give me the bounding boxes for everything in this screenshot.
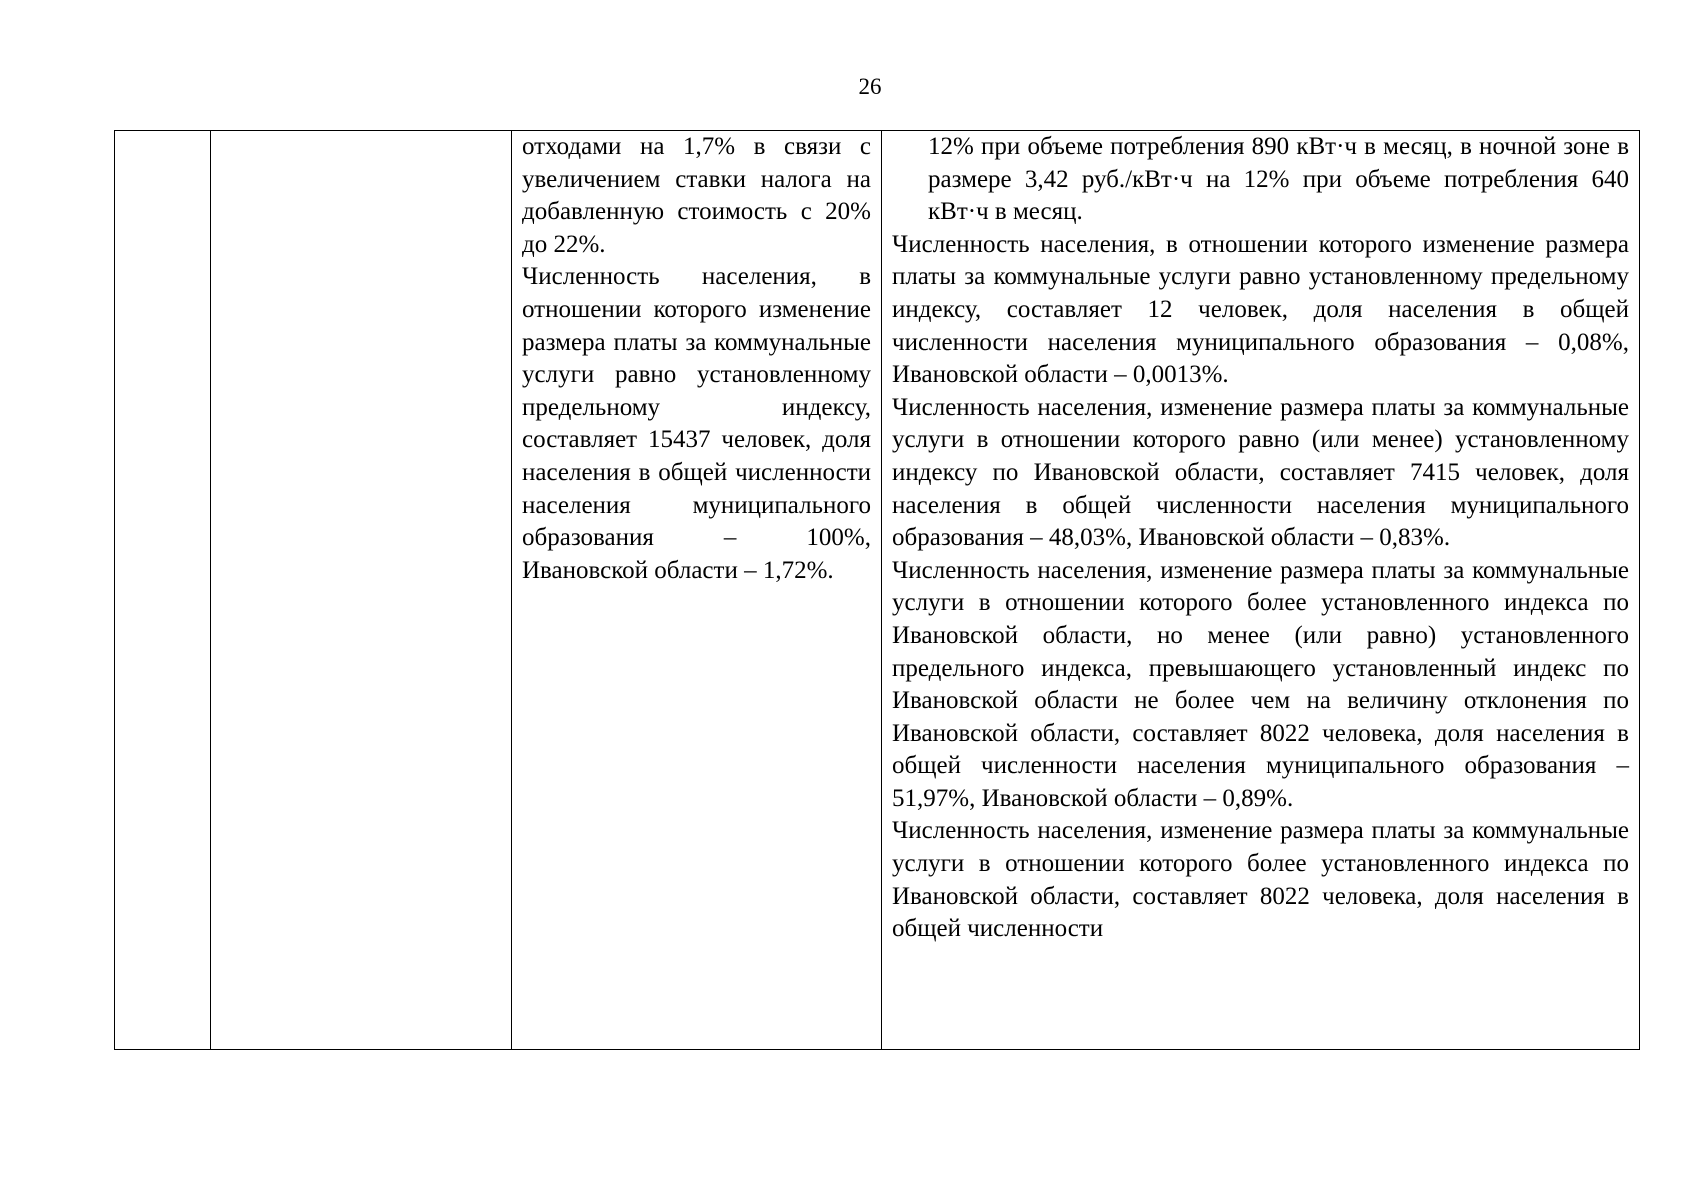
cell-paragraph: Численность населения, изменение размера платы за коммунальные услуги в отношении которого более установленного индекса по Ивановской области, но менее (или равно) установленного предельного индекса, превышающего установленный индекс по Ивановской области не более чем на величину отклонения по Ивановской области, составляет 8022 человека, доля населения в общей численности населения муниципального образования – 51,97%, Ивановской области – 0,89%. — [892, 556, 1629, 812]
cell-paragraph-continuation: 12% при объеме потребления 890 кВт·ч в месяц, в ночной зоне в размере 3,42 руб./кВт·ч на 12% при объеме потребления 640 кВт·ч в месяц. — [928, 133, 1629, 226]
cell-paragraph: Численность населения, в отношении которого изменение размера платы за коммунальные услуги равно установленному предельному индексу, составляет 15437 человек, доля населения в общей численности населения муниципального образования – 100%, Ивановской области – 1,72%. — [522, 263, 871, 584]
cell-paragraph: Численность населения, изменение размера платы за коммунальные услуги в отношении которого равно (или менее) установленному индексу по Ивановской области, составляет 7415 человек, доля населения в общей численности населения муниципального образования – 48,03%, Ивановской области – 0,83%. — [892, 393, 1629, 552]
cell-paragraph: Численность населения, в отношении которого изменение размера платы за коммунальные услуги равно установленному предельному индексу, составляет 12 человек, доля населения в общей численности населения муниципального образования – 0,08%, Ивановской области – 0,0013%. — [892, 230, 1629, 389]
cell-paragraph-truncated: Численность населения, изменение размера платы за коммунальные услуги в отношении которого более установленного индекса по Ивановской области, составляет 8022 человека, доля населения в общей численности — [892, 817, 1629, 943]
table-row — [115, 131, 1640, 1050]
table-cell-col2 — [211, 131, 512, 1050]
document-table — [114, 130, 1640, 1050]
table-cell-col4 — [882, 131, 1640, 1050]
page-number: 26 — [858, 74, 882, 99]
cell-paragraph: отходами на 1,7% в связи с увеличением ставки налога на добавленную стоимость с 20% до 22%. — [522, 133, 871, 258]
table-cell-col1 — [115, 131, 211, 1050]
table-cell-col3 — [512, 131, 882, 1050]
